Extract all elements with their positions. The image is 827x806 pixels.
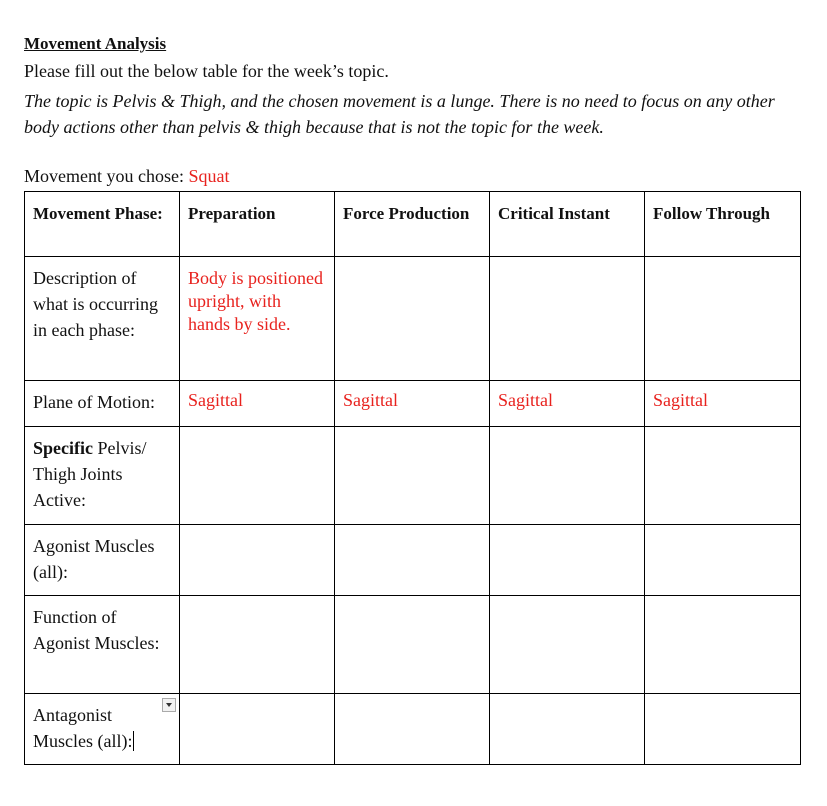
row-function	[25, 596, 801, 694]
movement-chosen-line	[24, 166, 230, 187]
cell-plane-force[interactable]: Sagittal	[335, 381, 490, 427]
cell-plane-critical[interactable]: Sagittal	[490, 381, 645, 427]
topic-note: The topic is Pelvis & Thigh, and the chosen movement is a lunge. There is no need to focus on any other body actions other than pelvis & thigh because that is not the topic for the week.	[24, 91, 775, 137]
row-plane	[25, 381, 801, 427]
instruction-text: Please fill out the below table for the week’s topic.	[24, 61, 389, 81]
header-preparation: Preparation	[180, 192, 335, 257]
cell-joints-force[interactable]	[335, 427, 490, 525]
row-label-description: Description of what is occurring in each phase:	[25, 257, 180, 381]
row-antagonist	[25, 694, 801, 765]
cell-plane-preparation[interactable]: Sagittal	[180, 381, 335, 427]
cell-function-force[interactable]	[335, 596, 490, 694]
movement-analysis-table	[24, 191, 801, 765]
cell-description-force[interactable]	[335, 257, 490, 381]
cell-agonist-follow[interactable]	[645, 525, 801, 596]
row-label-plane: Plane of Motion:	[25, 381, 180, 427]
header-critical-instant: Critical Instant	[490, 192, 645, 257]
cell-description-critical[interactable]	[490, 257, 645, 381]
movement-value[interactable]: Squat	[188, 166, 230, 186]
label-bold-specific: Specific	[33, 438, 93, 458]
cell-joints-critical[interactable]	[490, 427, 645, 525]
cell-agonist-preparation[interactable]	[180, 525, 335, 596]
header-follow-through: Follow Through	[645, 192, 801, 257]
cell-function-critical[interactable]	[490, 596, 645, 694]
cell-antagonist-critical[interactable]	[490, 694, 645, 765]
cell-antagonist-follow[interactable]	[645, 694, 801, 765]
row-label-antagonist[interactable]	[25, 694, 180, 765]
cell-plane-follow[interactable]: Sagittal	[645, 381, 801, 427]
header-phase: Movement Phase:	[25, 192, 180, 257]
cell-function-follow[interactable]	[645, 596, 801, 694]
doc-title: Movement Analysis	[24, 34, 167, 53]
dropdown-arrow-icon[interactable]	[162, 698, 176, 712]
row-description	[25, 257, 801, 381]
cell-joints-follow[interactable]	[645, 427, 801, 525]
antagonist-label-text: Antagonist Muscles (all):	[33, 705, 133, 751]
row-agonist	[25, 525, 801, 596]
cell-joints-preparation[interactable]	[180, 427, 335, 525]
label-rest-joints: Pelvis/ Thigh Joints Active:	[33, 438, 147, 510]
cell-agonist-force[interactable]	[335, 525, 490, 596]
movement-label: Movement you chose:	[24, 166, 184, 186]
cell-description-preparation[interactable]: Body is positioned upright, with hands by side.	[180, 257, 335, 381]
table-header-row	[25, 192, 801, 257]
row-label-function: Function of Agonist Muscles:	[25, 596, 180, 694]
cell-function-preparation[interactable]	[180, 596, 335, 694]
row-label-joints	[25, 427, 180, 525]
cell-antagonist-preparation[interactable]	[180, 694, 335, 765]
header-force-production: Force Production	[335, 192, 490, 257]
cell-agonist-critical[interactable]	[490, 525, 645, 596]
cell-antagonist-force[interactable]	[335, 694, 490, 765]
cell-description-follow[interactable]	[645, 257, 801, 381]
row-label-agonist: Agonist Muscles (all):	[25, 525, 180, 596]
row-joints	[25, 427, 801, 525]
text-cursor	[133, 731, 134, 751]
